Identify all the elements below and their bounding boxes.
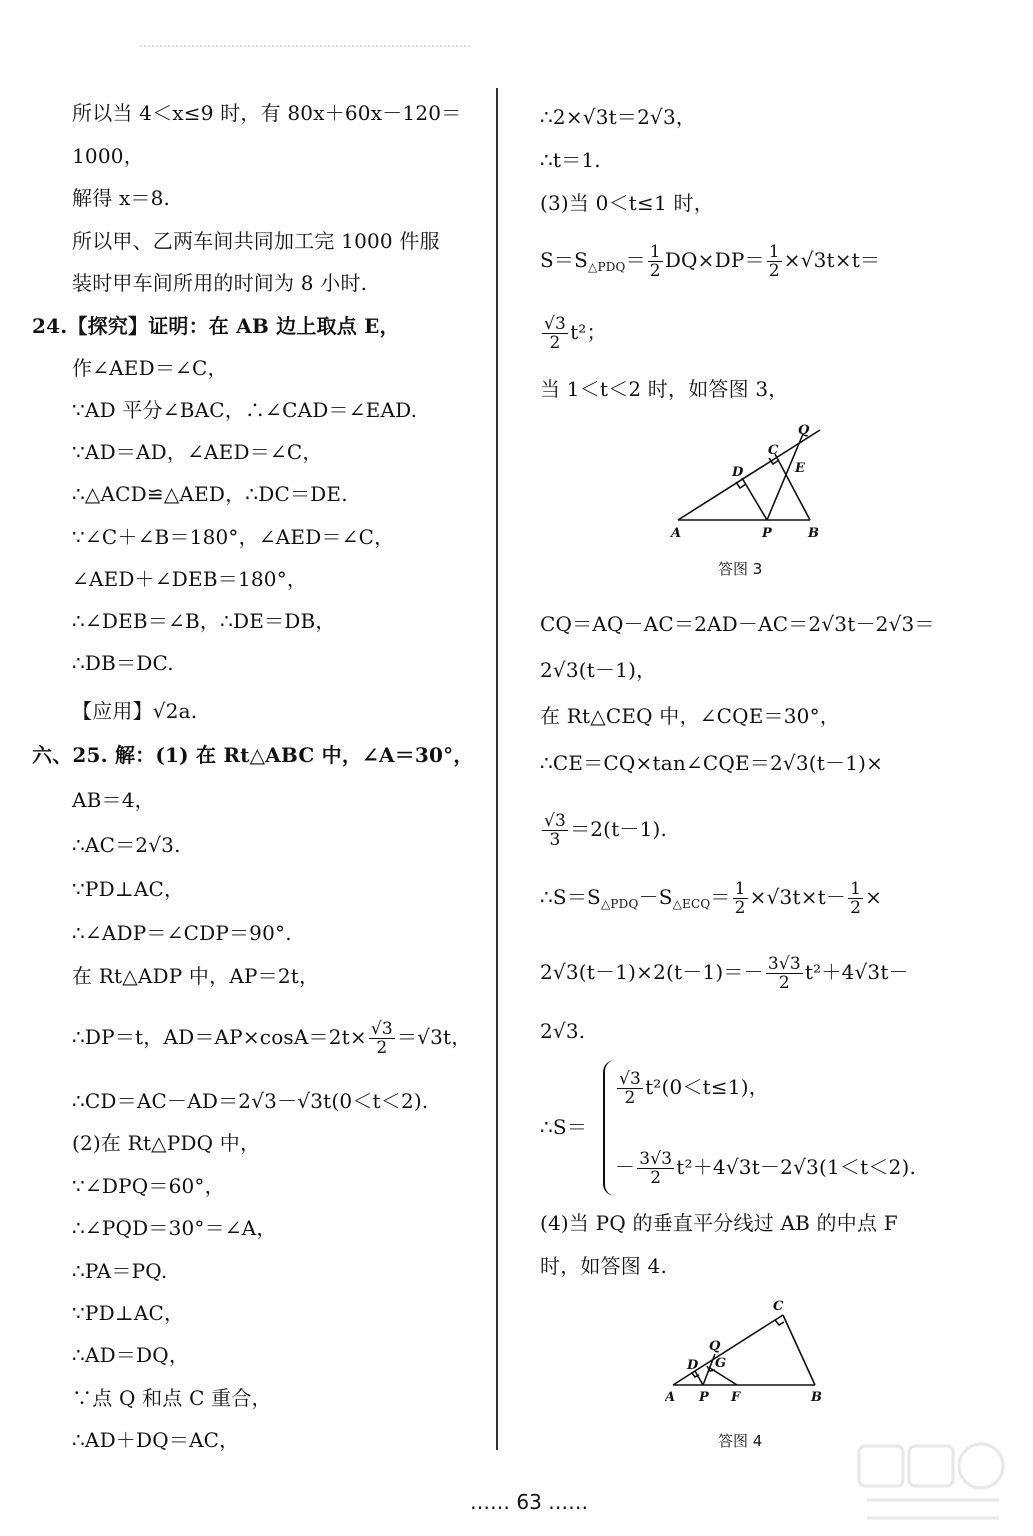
text-line: 在 Rt△ADP 中，AP＝2t， xyxy=(72,964,320,988)
equation-line xyxy=(540,812,667,849)
equation-part: t²(0＜t≤1)， xyxy=(645,1075,769,1099)
fraction-numerator: 1 xyxy=(734,879,746,899)
fraction xyxy=(767,243,782,280)
equation-part: t²； xyxy=(570,320,607,344)
text-line: ∵PD⊥AC， xyxy=(72,877,185,901)
equation-part: DQ×DP＝ xyxy=(664,248,765,272)
equation-part: S＝S xyxy=(540,248,589,272)
figure-4-triangle-diagram xyxy=(665,1295,830,1407)
text-line: (3)当 0＜t≤1 时， xyxy=(540,191,714,215)
label-P: P xyxy=(762,526,772,541)
fraction-denominator: 2 xyxy=(624,1088,636,1108)
fraction xyxy=(733,880,748,917)
fraction xyxy=(637,1150,674,1187)
text-line: ∴t＝1. xyxy=(540,148,601,172)
text-line: ∴∠DEB＝∠B，∴DE＝DB， xyxy=(72,609,336,633)
fraction-denominator: 2 xyxy=(376,1038,388,1058)
label-E: E xyxy=(795,461,805,476)
label-D: D xyxy=(687,1358,699,1373)
fraction-numerator: √3 xyxy=(370,1019,393,1039)
top-rule xyxy=(140,45,470,48)
text-line: ∴2×√3t＝2√3， xyxy=(540,105,697,129)
equation-part: ＝ xyxy=(625,248,646,272)
right-angle-mark-D xyxy=(692,1373,699,1377)
equation-line xyxy=(540,243,880,280)
text-line: ∴AD＋DQ＝AC， xyxy=(72,1428,240,1452)
text-line: 作∠AED＝∠C， xyxy=(72,356,228,380)
text-line: 1000， xyxy=(72,144,144,168)
text-line: 当 1＜t＜2 时，如答图 3， xyxy=(540,377,789,401)
text-line: ∴AD＝DQ， xyxy=(72,1343,190,1367)
piecewise-case-2 xyxy=(615,1150,916,1187)
equation-part: － xyxy=(615,1155,636,1179)
equation-part: ∴DP＝t，AD＝AP×cosA＝2t× xyxy=(72,1025,367,1049)
text-line: ∵PD⊥AC， xyxy=(72,1301,185,1325)
fraction xyxy=(617,1070,643,1107)
text-line: ∴∠ADP＝∠CDP＝90°. xyxy=(72,921,292,945)
fraction-numerator: 3√3 xyxy=(767,954,801,974)
text-line: AB＝4， xyxy=(72,788,155,812)
figure-4-caption: 答图 4 xyxy=(718,1432,763,1450)
label-Q: Q xyxy=(709,1339,721,1354)
label-C: C xyxy=(768,443,779,458)
text-line: 2√3(t－1)， xyxy=(540,658,657,682)
fraction-numerator: √3 xyxy=(544,314,567,334)
equation-part: －S xyxy=(638,885,673,909)
text-line: ∵AD＝AD，∠AED＝∠C， xyxy=(72,440,323,464)
label-F: F xyxy=(731,1390,741,1405)
page-number: …… 63 …… xyxy=(470,1490,589,1514)
application-answer: 【应用】√2a. xyxy=(72,699,198,723)
equation-part: ×√3t×t－ xyxy=(749,885,847,909)
text-line: (2)在 Rt△PDQ 中， xyxy=(72,1131,261,1155)
text-line: (4)当 PQ 的垂直平分线过 AB 的中点 F xyxy=(540,1211,898,1235)
fraction xyxy=(542,315,568,352)
fraction-denominator: 2 xyxy=(650,1168,662,1188)
fraction-denominator: 2 xyxy=(768,261,780,281)
fraction-numerator: 1 xyxy=(850,879,862,899)
question-24-heading: 24.【探究】证明：在 AB 边上取点 E， xyxy=(32,314,400,338)
label-A: A xyxy=(665,1390,676,1405)
fraction-numerator: 3√3 xyxy=(639,1149,673,1169)
fraction xyxy=(848,880,863,917)
text-line: 2√3. xyxy=(540,1019,586,1043)
equation-part: ＝ xyxy=(710,885,731,909)
text-line: ∴AC＝2√3. xyxy=(72,833,181,857)
fraction-numerator: √3 xyxy=(619,1069,642,1089)
fraction xyxy=(369,1020,395,1057)
equation-line xyxy=(540,315,607,352)
fraction-denominator: 2 xyxy=(778,973,790,993)
equation-part: ×√3t×t＝ xyxy=(783,248,881,272)
text-line: ∴CE＝CQ×tan∠CQE＝2√3(t－1)× xyxy=(540,751,884,775)
label-B: B xyxy=(808,526,819,541)
column-divider xyxy=(496,88,498,1450)
label-G: G xyxy=(715,1356,727,1371)
text-line: ∵点 Q 和点 C 重合， xyxy=(72,1386,272,1410)
label-Q: Q xyxy=(798,423,810,438)
text-line: ∴∠PQD＝30°＝∠A， xyxy=(72,1216,277,1240)
text-line: 解得 x＝8. xyxy=(72,186,171,210)
equation-part: ＝2(t－1). xyxy=(570,817,668,841)
right-angle-mark-C xyxy=(775,1320,784,1325)
text-line: ∴△ACD≌△AED，∴DC＝DE. xyxy=(72,482,348,506)
line-DP xyxy=(695,1371,703,1385)
piecewise-brace xyxy=(603,1060,619,1196)
figure-3-triangle-diagram xyxy=(670,420,830,545)
fraction-numerator: 1 xyxy=(649,242,661,262)
fraction xyxy=(766,955,803,992)
label-B: B xyxy=(811,1390,822,1405)
fraction-numerator: √3 xyxy=(544,811,567,831)
fraction xyxy=(542,812,568,849)
text-line: 在 Rt△CEQ 中，∠CQE＝30°， xyxy=(540,704,840,728)
text-line: ∴DB＝DC. xyxy=(72,651,174,675)
equation-part: ＝√3t， xyxy=(396,1025,472,1049)
text-line: ∵∠C＋∠B＝180°，∠AED＝∠C， xyxy=(72,525,395,549)
fraction-denominator: 2 xyxy=(850,898,862,918)
label-D: D xyxy=(732,465,744,480)
line-CB xyxy=(783,1315,815,1385)
piecewise-label: ∴S＝ xyxy=(540,1115,588,1139)
equation-line xyxy=(72,1020,471,1057)
fraction-denominator: 2 xyxy=(649,261,661,281)
label-C: C xyxy=(773,1299,784,1314)
label-P: P xyxy=(699,1390,709,1405)
equation-part: × xyxy=(865,885,883,909)
fraction xyxy=(648,243,663,280)
equation-part: t²＋4√3t－2√3(1＜t＜2). xyxy=(676,1155,917,1179)
line-AC xyxy=(673,1315,783,1385)
equation-part: 2√3(t－1)×2(t－1)＝－ xyxy=(540,960,764,984)
text-line: ∠AED＋∠DEB＝180°， xyxy=(72,567,308,591)
equation-part: t²＋4√3t－ xyxy=(804,960,909,984)
piecewise-case-1 xyxy=(615,1070,769,1107)
text-line: CQ＝AQ－AC＝2AD－AC＝2√3t－2√3＝ xyxy=(540,612,935,636)
subscript: △ECQ xyxy=(672,897,711,911)
text-line: ∴PA＝PQ. xyxy=(72,1259,168,1283)
question-25-heading: 六、25. 解：(1) 在 Rt△ABC 中，∠A＝30°， xyxy=(32,743,474,767)
equation-line xyxy=(540,880,882,917)
text-line: 装时甲车间所用的时间为 8 小时. xyxy=(72,271,368,295)
fraction-numerator: 1 xyxy=(768,242,780,262)
equation-part: ∴S＝S xyxy=(540,885,601,909)
text-line: 所以甲、乙两车间共同加工完 1000 件服 xyxy=(72,229,440,253)
text-line: ∵∠DPQ＝60°， xyxy=(72,1174,225,1198)
fraction-denominator: 3 xyxy=(549,830,561,850)
subscript: △PDQ xyxy=(588,260,626,274)
watermark-logo xyxy=(853,1440,1013,1530)
figure-3-caption: 答图 3 xyxy=(718,560,763,578)
label-A: A xyxy=(671,526,682,541)
fraction-denominator: 2 xyxy=(734,898,746,918)
text-line: ∴CD＝AC－AD＝2√3－√3t(0＜t＜2). xyxy=(72,1089,429,1113)
subscript: △PDQ xyxy=(600,897,639,911)
fraction-denominator: 2 xyxy=(549,333,561,353)
equation-line xyxy=(540,955,909,992)
text-line: 时，如答图 4. xyxy=(540,1254,668,1278)
text-line: 所以当 4＜x≤9 时，有 80x＋60x－120＝ xyxy=(72,101,462,125)
text-line: ∵AD 平分∠BAC，∴∠CAD＝∠EAD. xyxy=(72,398,418,422)
